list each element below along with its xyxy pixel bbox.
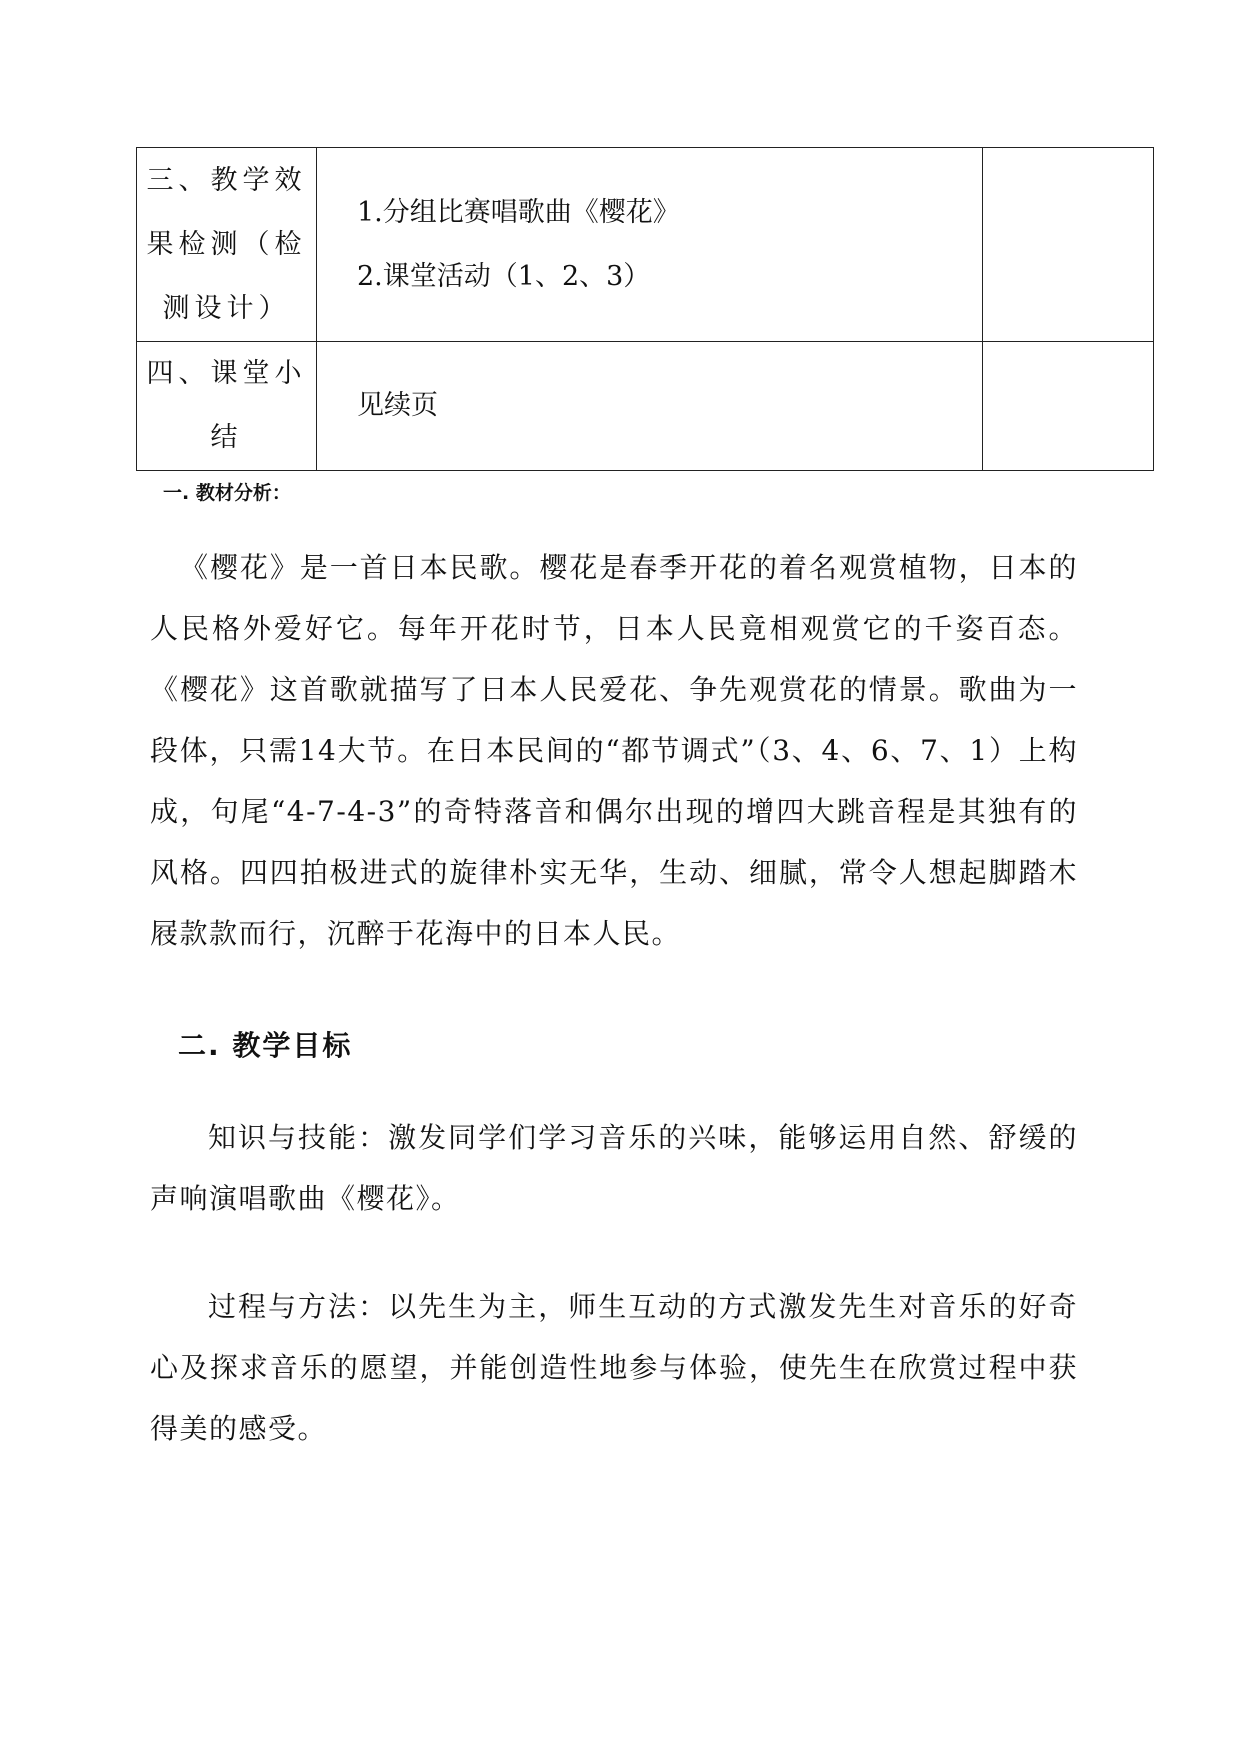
section-heading-goals: 二. 教学目标 [178,1029,353,1062]
content-line: 1.分组比赛唱歌曲《樱花》 [357,196,680,228]
lesson-plan-table [136,147,1154,471]
row-note-cell [983,148,1154,342]
content-line: 见续页 [357,390,438,421]
goal-knowledge-paragraph: 知识与技能：激发同学们学习音乐的兴味，能够运用自然、舒缓的声响演唱歌曲《樱花》。 [150,1121,1078,1215]
goal-process-paragraph: 过程与方法：以先生为主，师生互动的方式激发先生对音乐的好奇心及探求音乐的愿望，并能创造性地参与体验，使先生在欣赏过程中获得美的感受。 [150,1290,1078,1445]
content-line: 2.课堂活动（1、2、3） [357,260,651,292]
row-content-cell [317,148,983,342]
row-label: 四、课堂小结 [146,358,307,453]
row-note-cell [983,342,1154,471]
row-label-cell [137,148,317,342]
row-label-cell [137,342,317,471]
table-row [137,148,1154,342]
row-content-cell [317,342,983,471]
section-heading-analysis: 一. 教材分析： [163,482,291,504]
row-label: 三、教学效果检测（检测设计） [146,164,307,324]
analysis-paragraph: 《樱花》是一首日本民歌。樱花是春季开花的着名观赏植物，日本的人民格外爱好它。每年开花时节，日本人民竟相观赏它的千姿百态。《樱花》这首歌就描写了日本人民爱花、争先观赏花的情景。歌曲为一段体，只需14大节。在日本民间的“都节调式”（3、4、6、7、1）上构成，句尾“4-7-4-3”的奇特落音和偶尔出现的增四大跳音程是其独有的风格。四四拍极进式的旋律朴实无华，生动、细腻，常令人想起脚踏木屐款款而行，沉醉于花海中的日本人民。 [150,551,1078,950]
table-row [137,342,1154,471]
